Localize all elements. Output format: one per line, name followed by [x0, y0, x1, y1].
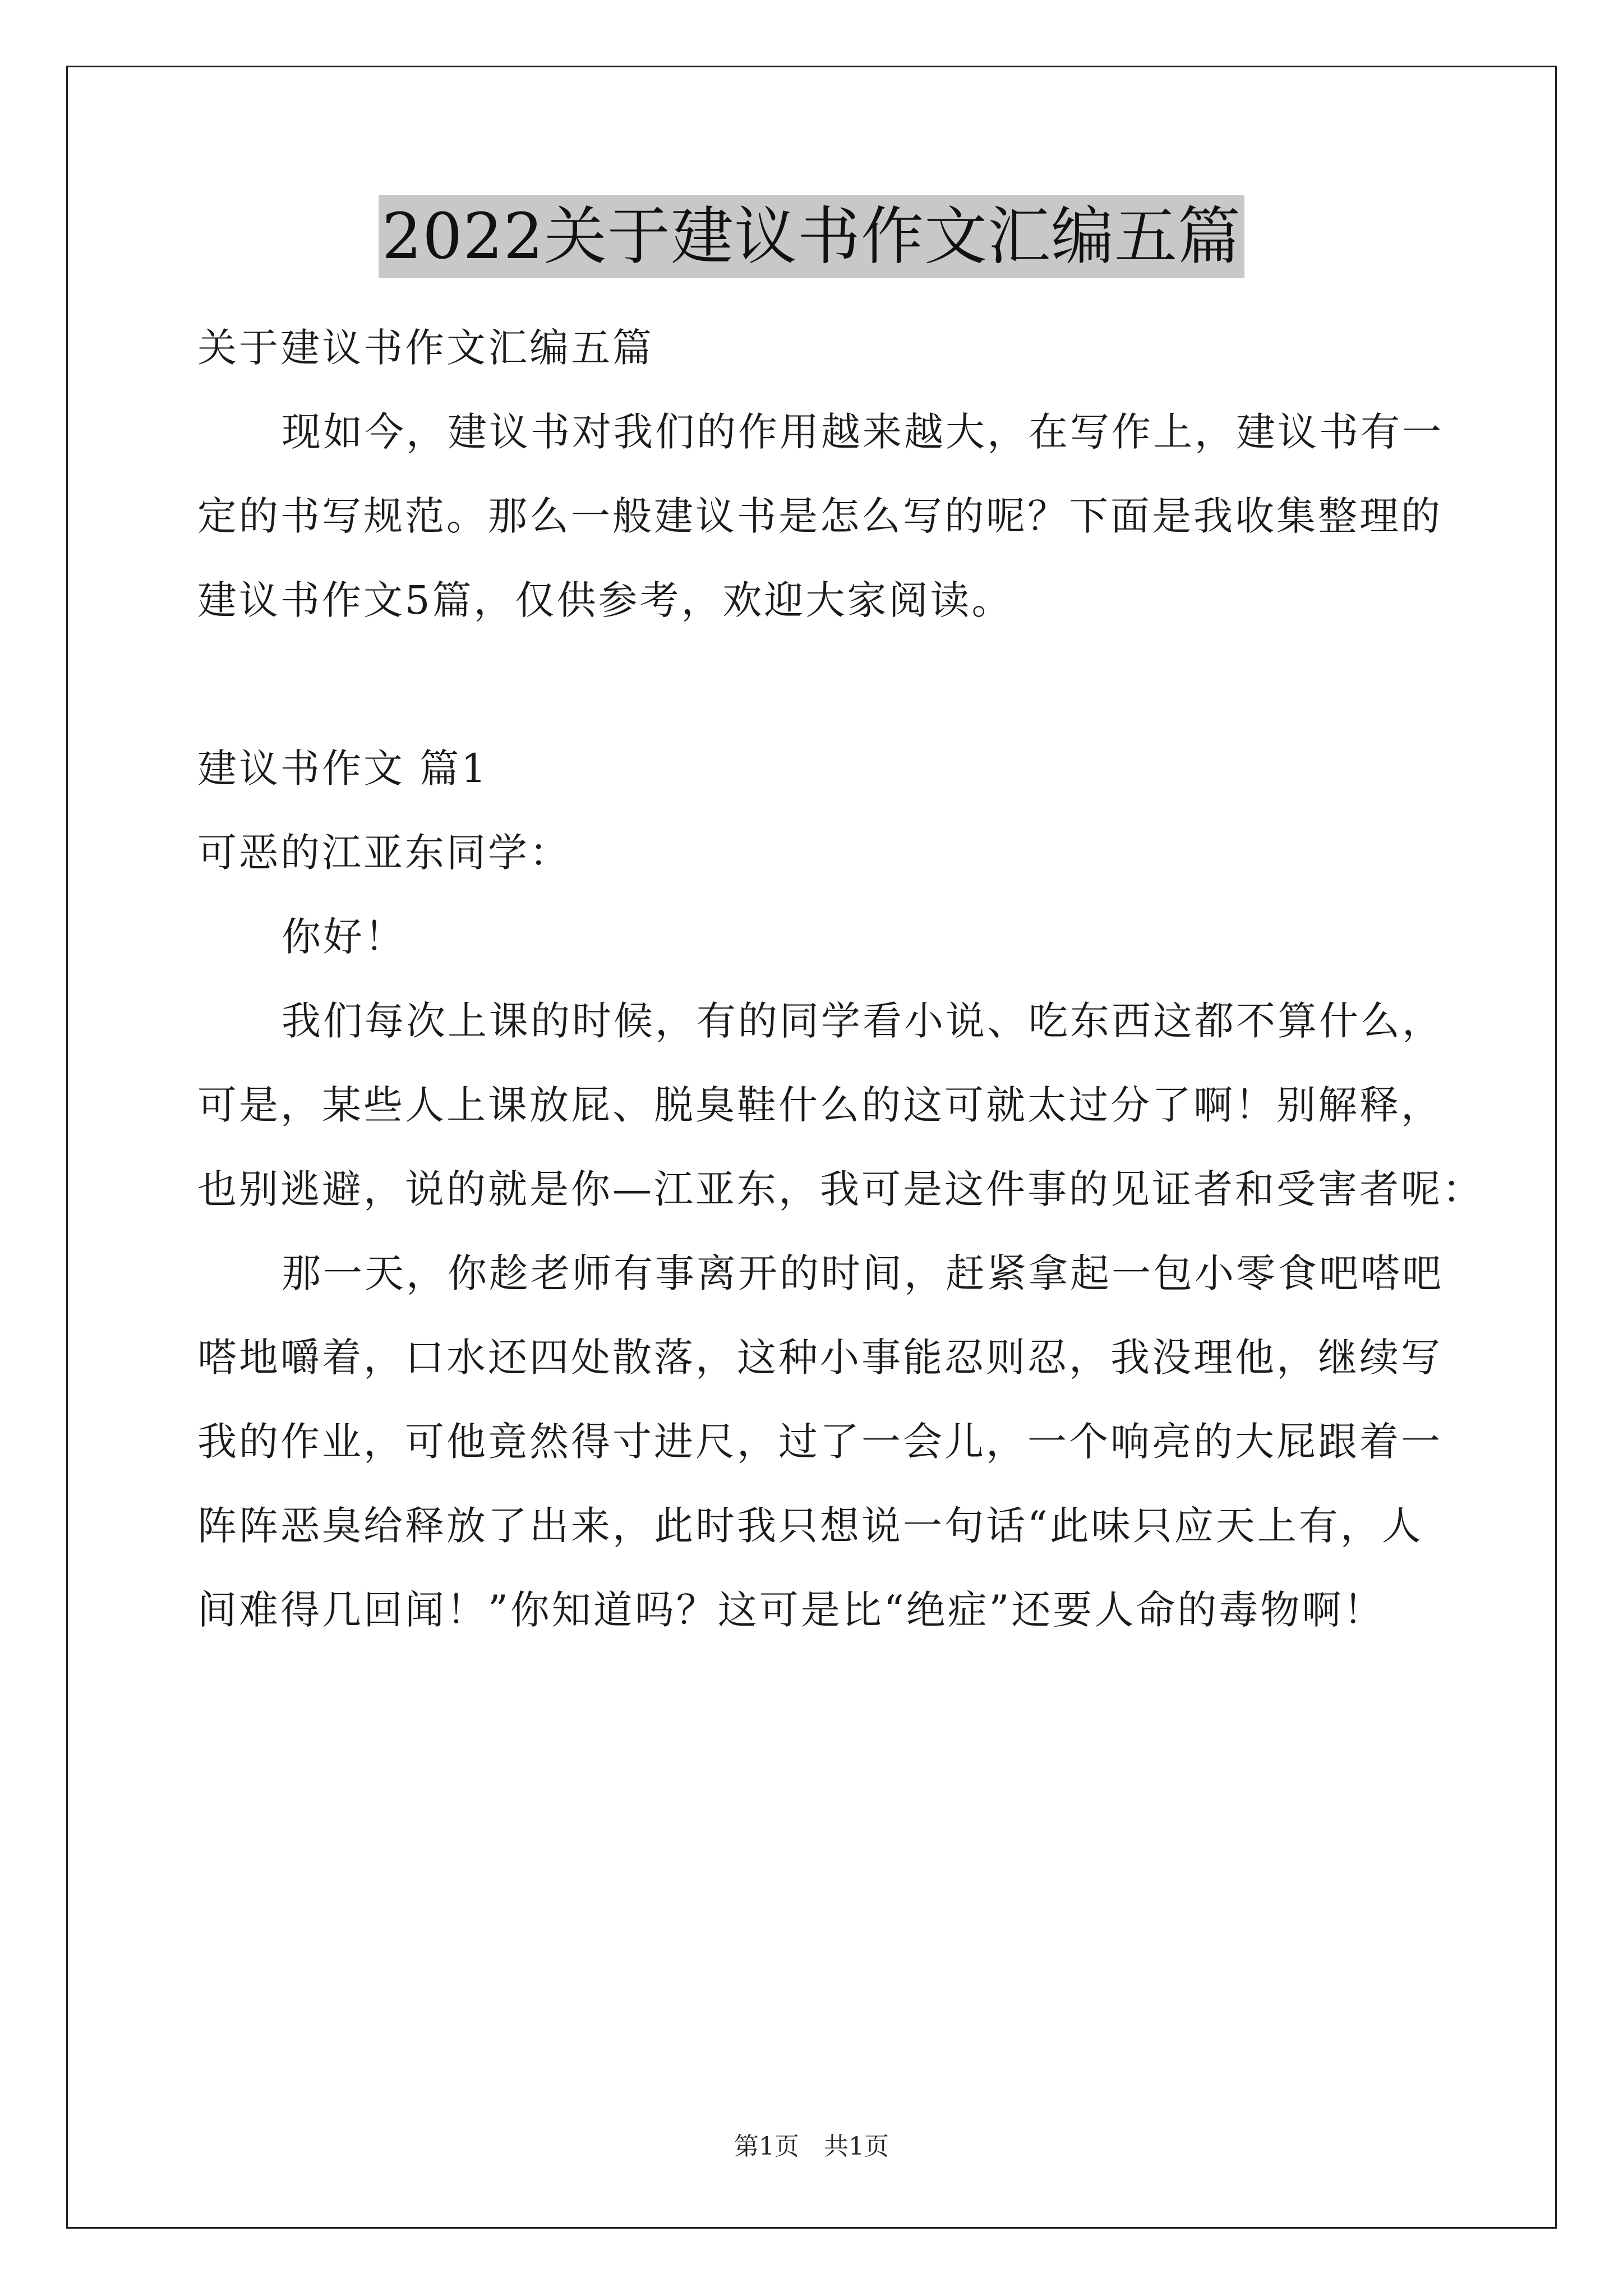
section-heading: 建议书作文 篇1 [197, 746, 488, 792]
paragraph-line: 可是，某些人上课放屁、脱臭鞋什么的这可就太过分了啊！别解释， [197, 1082, 1442, 1128]
paragraph-line: 我的作业，可他竟然得寸进尺，过了一会儿，一个响亮的大屁跟着一 [197, 1419, 1442, 1465]
paragraph-line: 间难得几回闻！”你知道吗？这可是比“绝症”还要人命的毒物啊！ [197, 1587, 1385, 1633]
paragraph-line: 嗒地嚼着，口水还四处散落，这种小事能忍则忍，我没理他，继续写 [197, 1335, 1442, 1381]
paragraph-line: 我们每次上课的时候，有的同学看小说、吃东西这都不算什么， [282, 998, 1444, 1044]
intro-line: 定的书写规范。那么一般建议书是怎么写的呢？下面是我收集整理的 [197, 493, 1442, 539]
paragraph-line: 也别逃避，说的就是你—江亚东，我可是这件事的见证者和受害者呢： [197, 1166, 1484, 1212]
intro-line: 建议书作文5篇，仅供参考，欢迎大家阅读。 [197, 577, 1013, 623]
spacer [197, 642, 1431, 726]
document-title: 2022关于建议书作文汇编五篇 [379, 195, 1244, 278]
page-footer: 第1页 共1页 [734, 2132, 889, 2161]
paragraph-line: 那一天，你趁老师有事离开的时间，赶紧拿起一包小零食吧嗒吧 [282, 1250, 1444, 1296]
document-body [197, 306, 1484, 1652]
title-container [0, 195, 1623, 278]
paragraph-line: 阵阵恶臭给释放了出来，此时我只想说一句话“此味只应天上有，人 [197, 1503, 1423, 1549]
greeting: 你好！ [282, 914, 406, 960]
intro-line: 现如今，建议书对我们的作用越来越大，在写作上，建议书有一 [282, 409, 1444, 455]
document-subtitle: 关于建议书作文汇编五篇 [197, 325, 654, 371]
salutation: 可恶的江亚东同学： [197, 830, 571, 876]
